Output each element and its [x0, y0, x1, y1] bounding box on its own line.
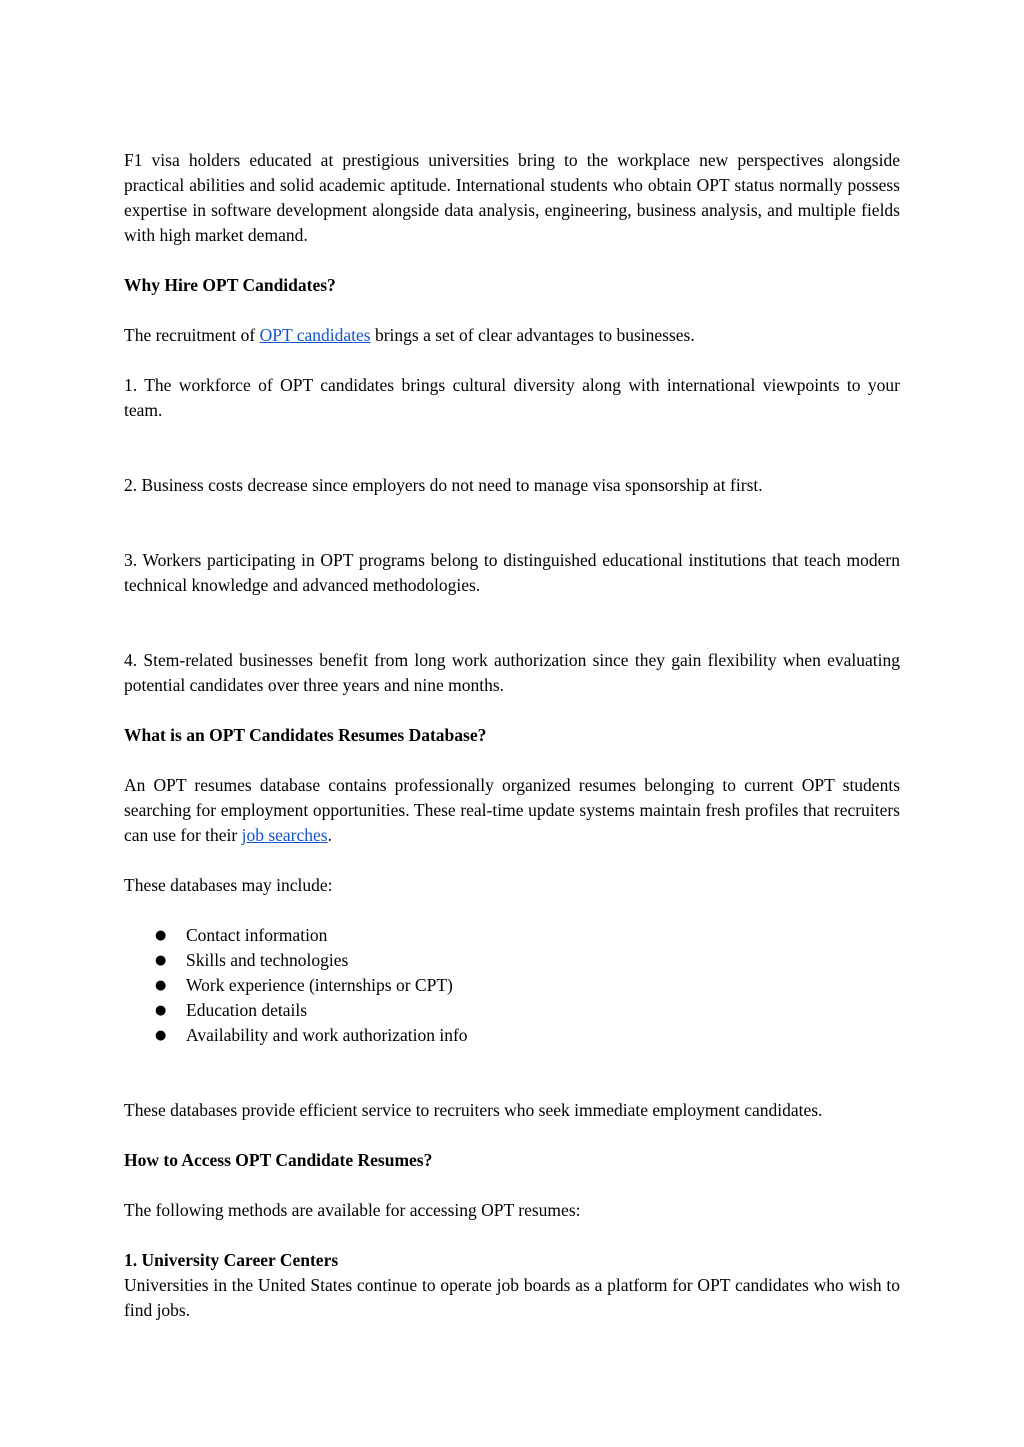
document-page — [124, 148, 900, 1323]
section-heading-why-hire: Why Hire OPT Candidates? — [124, 275, 336, 295]
database-list-intro: These databases may include: — [124, 875, 333, 895]
list-item-text: Education details — [186, 1000, 308, 1020]
job-searches-link[interactable]: job searches — [241, 825, 328, 845]
opt-candidates-link[interactable]: OPT candidates — [259, 325, 371, 345]
method-heading-university: 1. University Career Centers — [124, 1250, 339, 1270]
list-item-text: Work experience (internships or CPT) — [186, 975, 453, 995]
bullet-icon: ● — [155, 928, 167, 943]
intro-paragraph: F1 visa holders educated at prestigious universities bring to the workplace new perspectives alongside practical abilities and solid academic aptitude. International students who obtain OPT status normally possess expertise in software development alongside data analysis, engineering, business analysis, and multiple fields with high market demand. — [124, 150, 900, 245]
section-heading-database: What is an OPT Candidates Resumes Database? — [124, 725, 487, 745]
list-item — [124, 998, 900, 1023]
bullet-icon: ● — [155, 1028, 167, 1043]
advantage-point-4: 4. Stem-related businesses benefit from long work authorization since they gain flexibility when evaluating potential candidates over three years and nine months. — [124, 650, 900, 695]
database-closing: These databases provide efficient service to recruiters who seek immediate employment candidates. — [124, 1100, 823, 1120]
list-item — [124, 948, 900, 973]
section-heading-access: How to Access OPT Candidate Resumes? — [124, 1150, 433, 1170]
list-item-text: Availability and work authorization info — [186, 1025, 468, 1045]
why-hire-lead — [124, 323, 900, 348]
method-text-university: Universities in the United States continue to operate job boards as a platform for OPT candidates who wish to find jobs. — [124, 1275, 900, 1320]
database-contents-list — [124, 923, 900, 1048]
list-item — [124, 973, 900, 998]
advantage-point-2: 2. Business costs decrease since employers do not need to manage visa sponsorship at first. — [124, 475, 763, 495]
list-item-text: Skills and technologies — [186, 950, 349, 970]
list-item — [124, 1023, 900, 1048]
bullet-icon: ● — [155, 1003, 167, 1018]
database-text-after: . — [327, 825, 332, 845]
database-description — [124, 773, 900, 848]
advantage-point-1: 1. The workforce of OPT candidates brings cultural diversity along with international viewpoints to your team. — [124, 375, 900, 420]
bullet-icon: ● — [155, 953, 167, 968]
access-intro: The following methods are available for accessing OPT resumes: — [124, 1200, 581, 1220]
bullet-icon: ● — [155, 978, 167, 993]
list-item — [124, 923, 900, 948]
lead-text-before: The recruitment of — [124, 325, 260, 345]
lead-text-after: brings a set of clear advantages to businesses. — [370, 325, 695, 345]
advantage-point-3: 3. Workers participating in OPT programs belong to distinguished educational institutions that teach modern technical knowledge and advanced methodologies. — [124, 550, 900, 595]
database-text-before: An OPT resumes database contains professionally organized resumes belonging to current OPT students searching for employment opportunities. These real-time update systems maintain fresh profiles that recruiters can use for their — [124, 775, 900, 845]
list-item-text: Contact information — [186, 925, 328, 945]
